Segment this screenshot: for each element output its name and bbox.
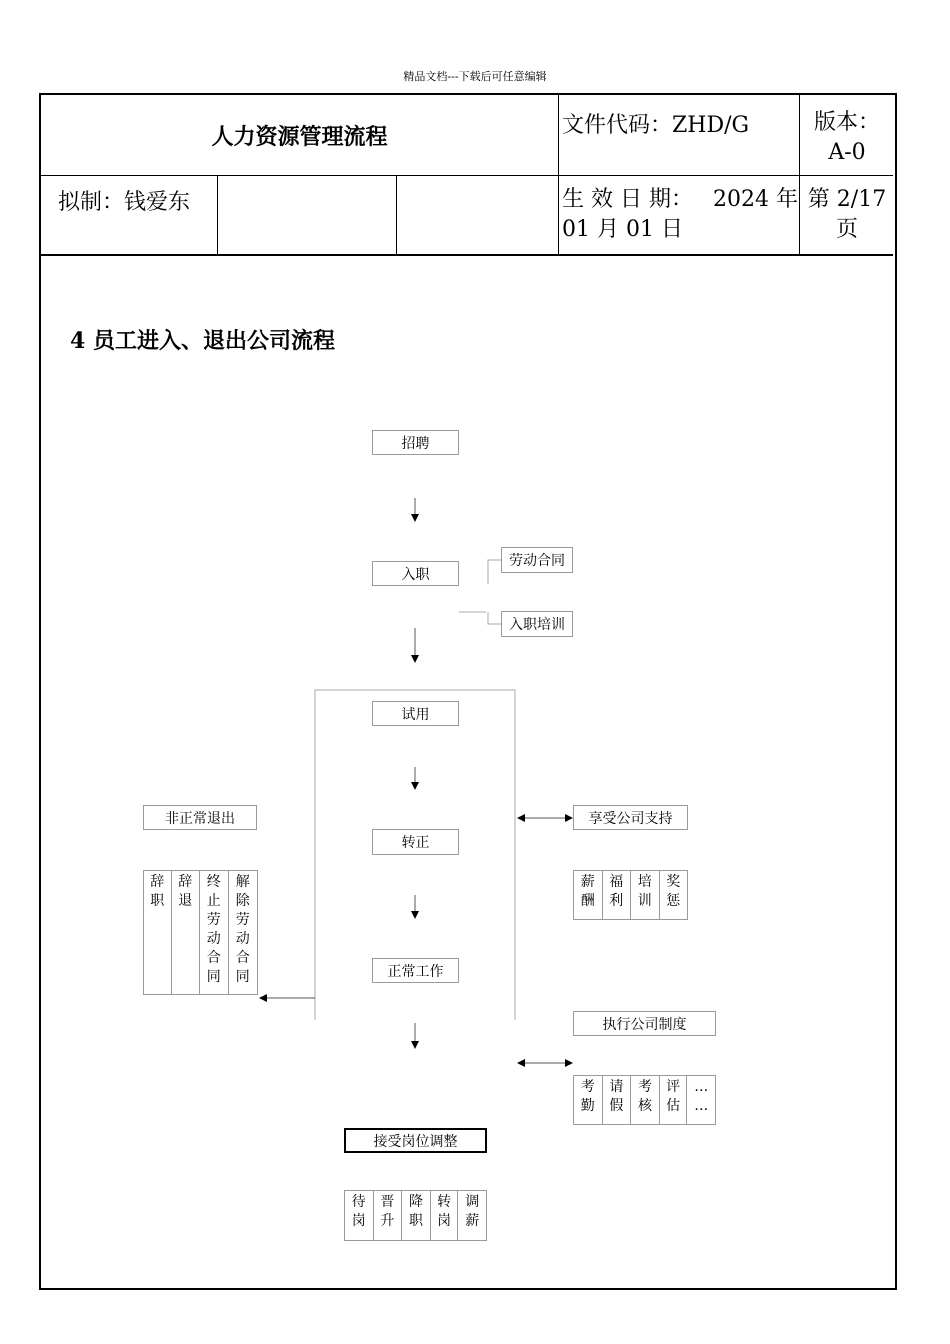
rule-item: 评 估 [660,1076,688,1124]
box-abnormal-exit: 非正常退出 [143,805,257,830]
rule-items-grid [573,1075,716,1125]
version-label: 版本： [813,110,880,135]
version-value: A-0 [828,140,866,165]
page-number-line1: 第 2/17 [807,187,887,212]
effective-date-year: 2024 年 [713,187,798,212]
doc-title: 人力资源管理流程 [211,123,388,150]
rule-item: 请 假 [603,1076,632,1124]
connector-line [488,612,501,624]
support-item: 培 训 [631,871,660,919]
box-onboard: 入职 [372,561,459,586]
effective-date-rest: 01 月 01 日 [562,217,683,242]
page-number-line2: 页 [835,217,858,242]
adjust-item: 晋 升 [374,1191,403,1240]
box-probation: 试用 [372,701,459,726]
adjust-item: 待 岗 [345,1191,374,1240]
exit-item: 辞 退 [172,871,201,994]
support-items-grid [573,870,688,920]
support-item: 福 利 [603,871,632,919]
doc-code: 文件代码：ZHD/G [562,113,750,138]
rule-item: … … [694,1079,709,1114]
box-regularize: 转正 [372,829,459,855]
rule-item: 考 核 [631,1076,660,1124]
effective-date-label: 生 效 日 期： [562,187,693,212]
author: 拟制：钱爱东 [58,190,191,215]
section-title: 4 员工进入、退出公司流程 [70,328,335,354]
support-item: 薪 酬 [574,871,603,919]
connector-line [488,560,501,584]
box-follow-rules: 执行公司制度 [573,1011,716,1036]
exit-item: 终 止 劳 动 合 同 [200,871,229,994]
adjust-items-grid [344,1190,487,1241]
box-adjustment: 接受岗位调整 [344,1128,487,1153]
exit-items-grid [143,870,258,995]
box-enjoy-support: 享受公司支持 [573,805,688,830]
adjust-item: 降 职 [402,1191,431,1240]
exit-item: 解 除 劳 动 合 同 [235,874,250,985]
adjust-item: 转 岗 [431,1191,459,1240]
box-onboard-training: 入职培训 [501,611,573,637]
top-note: 精品文档---下载后可任意编辑 [403,70,547,83]
adjust-item: 调 薪 [465,1194,480,1229]
rule-item: 考 勤 [574,1076,603,1124]
support-item: 奖 惩 [666,874,681,909]
exit-item: 辞 职 [144,871,172,994]
box-labor-contract: 劳动合同 [501,547,573,573]
box-normal-work: 正常工作 [372,958,459,983]
box-recruit: 招聘 [372,430,459,455]
